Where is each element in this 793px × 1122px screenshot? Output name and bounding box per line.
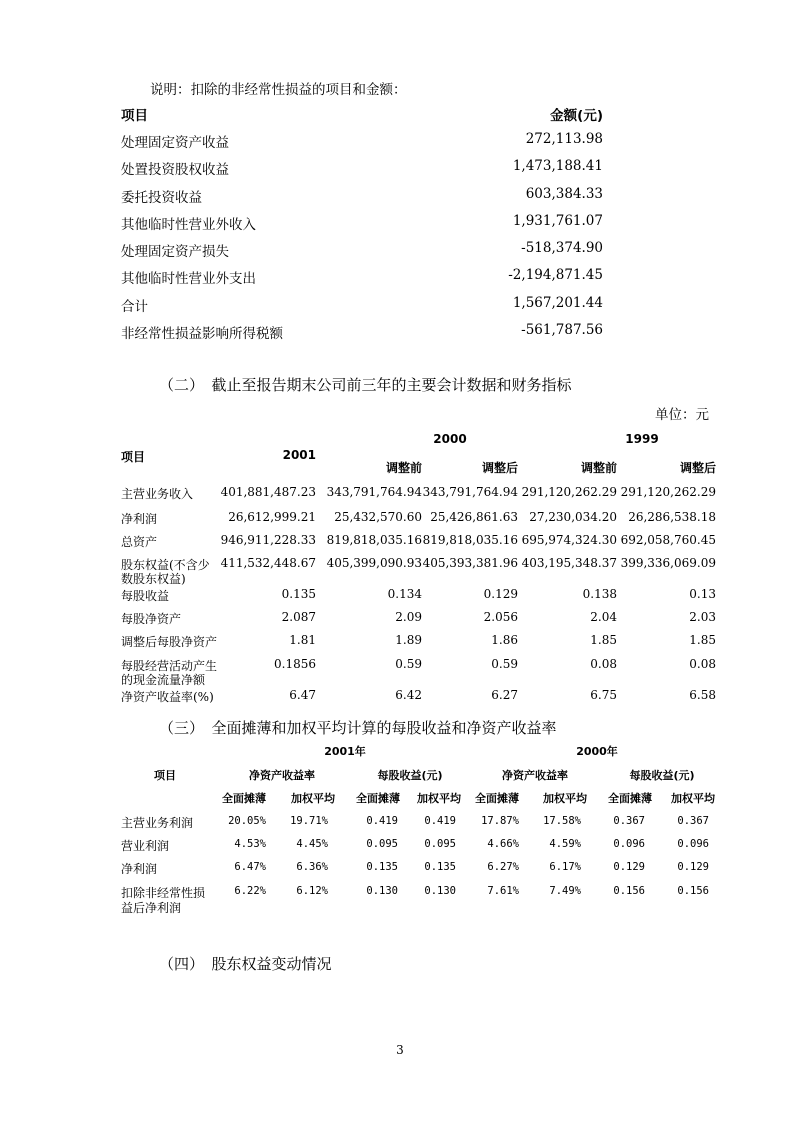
s2-row-value: 291,120,262.29 <box>521 485 617 499</box>
section2-title: （二） 截止至报告期末公司前三年的主要会计数据和财务指标 <box>159 376 572 394</box>
s2-row-value: 411,532,448.67 <box>220 556 316 570</box>
s2-header-2001: 2001 <box>282 448 316 462</box>
section3-title: （三） 全面摊薄和加权平均计算的每股收益和净资产收益率 <box>159 719 557 737</box>
page-number: 3 <box>396 1043 404 1057</box>
s2-row-value: 692,058,760.45 <box>620 533 716 547</box>
s2-row-label: 每股经营活动产生 <box>121 659 218 673</box>
s2-header-item: 项目 <box>121 450 146 464</box>
s1-row-label: 合计 <box>121 299 148 315</box>
s2-row-value: 0.08 <box>689 657 716 671</box>
s3-subheader-diluted: 全面摊薄 <box>475 792 519 805</box>
s2-row-value: 695,974,324.30 <box>521 533 617 547</box>
s1-row-value: 1,473,188.41 <box>512 158 603 174</box>
s2-row-value: 1.86 <box>491 633 518 647</box>
s1-row-value: -2,194,871.45 <box>508 267 603 283</box>
s1-row-value: 272,113.98 <box>525 131 603 147</box>
s2-row-value: 0.135 <box>281 587 316 601</box>
s2-row-value: 403,195,348.37 <box>521 556 617 570</box>
s3-row-value: 6.27% <box>487 861 519 873</box>
s2-header-2000-before: 调整前 <box>385 461 422 475</box>
s3-row-value: 7.49% <box>549 885 581 897</box>
s3-row-value: 6.17% <box>549 861 581 873</box>
s2-row-value: 401,881,487.23 <box>220 485 316 499</box>
s3-row-value: 19.71% <box>290 815 328 827</box>
s3-row-value: 0.135 <box>424 861 456 873</box>
s3-row-value: 4.45% <box>296 838 328 850</box>
s2-row-label: 的现金流量净额 <box>121 673 206 687</box>
s2-row-value: 2.087 <box>281 610 316 624</box>
s3-subheader-weighted: 加权平均 <box>543 792 587 805</box>
s2-row-value: 25,432,570.60 <box>334 510 422 524</box>
s3-subheader-weighted: 加权平均 <box>291 792 335 805</box>
s1-row-label: 非经常性损益影响所得税额 <box>121 326 283 342</box>
s2-row-label: 调整后每股净资产 <box>121 635 218 649</box>
s3-row-value: 0.129 <box>613 861 645 873</box>
s3-row-value: 0.135 <box>366 861 398 873</box>
s3-row-value: 0.156 <box>677 885 709 897</box>
s2-row-label: 净资产收益率(%) <box>121 690 214 704</box>
s3-row-label: 扣除非经常性损 <box>121 886 206 900</box>
s1-row-label: 处理固定资产收益 <box>121 135 229 151</box>
s3-row-value: 17.58% <box>543 815 581 827</box>
s2-row-label: 净利润 <box>121 512 158 526</box>
s3-row-value: 0.096 <box>613 838 645 850</box>
s3-subheader-weighted: 加权平均 <box>417 792 461 805</box>
s2-row-value: 1.85 <box>689 633 716 647</box>
s3-row-value: 0.129 <box>677 861 709 873</box>
s2-header-1999: 1999 <box>625 432 659 446</box>
s1-row-value: 1,931,761.07 <box>512 213 603 229</box>
s2-row-value: 26,612,999.21 <box>228 510 316 524</box>
s3-header-roe-2001: 净资产收益率 <box>249 769 315 782</box>
s2-row-value: 0.08 <box>590 657 617 671</box>
s3-subheader-diluted: 全面摊薄 <box>356 792 400 805</box>
s2-row-value: 2.04 <box>590 610 617 624</box>
s2-row-value: 6.58 <box>689 688 716 702</box>
s2-row-value: 0.138 <box>582 587 617 601</box>
s3-row-value: 6.12% <box>296 885 328 897</box>
s1-row-label: 处理固定资产损失 <box>121 244 229 260</box>
s2-row-value: 819,818,035.16 <box>326 533 422 547</box>
s2-row-label: 每股净资产 <box>121 612 182 626</box>
s2-row-value: 0.134 <box>387 587 422 601</box>
s3-row-value: 4.53% <box>234 838 266 850</box>
s2-row-value: 0.129 <box>483 587 518 601</box>
s1-row-label: 处置投资股权收益 <box>121 162 229 178</box>
s3-row-value: 0.095 <box>366 838 398 850</box>
s3-row-value: 0.156 <box>613 885 645 897</box>
s3-row-value: 0.096 <box>677 838 709 850</box>
s2-row-value: 6.42 <box>395 688 422 702</box>
s1-header-item: 项目 <box>121 108 148 124</box>
s2-row-value: 399,336,069.09 <box>620 556 716 570</box>
s3-row-label: 益后净利润 <box>121 901 182 915</box>
s2-row-value: 343,791,764.94 <box>326 485 422 499</box>
s2-row-value: 26,286,538.18 <box>628 510 716 524</box>
s3-header-2001: 2001年 <box>324 745 366 758</box>
s3-row-value: 0.130 <box>366 885 398 897</box>
s3-row-value: 0.367 <box>613 815 645 827</box>
s3-row-value: 0.130 <box>424 885 456 897</box>
section4-title: （四） 股东权益变动情况 <box>159 955 332 973</box>
s3-header-eps-2001: 每股收益(元) <box>377 769 443 782</box>
s3-header-roe-2000: 净资产收益率 <box>502 769 568 782</box>
s3-row-value: 4.66% <box>487 838 519 850</box>
s3-subheader-diluted: 全面摊薄 <box>222 792 266 805</box>
s2-row-value: 2.09 <box>395 610 422 624</box>
s2-row-label: 每股收益 <box>121 589 170 603</box>
s2-row-value: 0.1856 <box>274 657 316 671</box>
note-text: 说明：扣除的非经常性损益的项目和金额： <box>150 82 407 98</box>
s3-header-2000: 2000年 <box>576 745 618 758</box>
s3-row-value: 0.419 <box>424 815 456 827</box>
s2-row-value: 343,791,764.94 <box>422 485 518 499</box>
s2-header-1999-before: 调整前 <box>580 461 617 475</box>
s1-row-label: 其他临时性营业外收入 <box>121 217 256 233</box>
s1-row-value: -561,787.56 <box>521 322 603 338</box>
s2-row-value: 6.27 <box>491 688 518 702</box>
s3-row-value: 0.419 <box>366 815 398 827</box>
s2-row-value: 0.13 <box>689 587 716 601</box>
s3-row-label: 主营业务利润 <box>121 816 194 830</box>
s2-row-value: 0.59 <box>395 657 422 671</box>
s2-row-value: 6.75 <box>590 688 617 702</box>
s3-row-value: 0.367 <box>677 815 709 827</box>
s3-subheader-weighted: 加权平均 <box>671 792 715 805</box>
s2-row-label: 数股东权益) <box>121 572 186 586</box>
s2-row-value: 1.89 <box>395 633 422 647</box>
s1-row-value: 1,567,201.44 <box>512 295 603 311</box>
s2-row-value: 6.47 <box>289 688 316 702</box>
s3-header-item: 项目 <box>154 769 176 782</box>
s2-row-label: 总资产 <box>121 535 158 549</box>
s3-row-label: 营业利润 <box>121 839 170 853</box>
s3-row-label: 净利润 <box>121 862 158 876</box>
s3-row-value: 4.59% <box>549 838 581 850</box>
s1-row-value: 603,384.33 <box>525 186 603 202</box>
s3-row-value: 20.05% <box>228 815 266 827</box>
s2-row-value: 1.85 <box>590 633 617 647</box>
s3-row-value: 6.22% <box>234 885 266 897</box>
s1-row-value: -518,374.90 <box>521 240 603 256</box>
s3-row-value: 6.36% <box>296 861 328 873</box>
s2-row-value: 1.81 <box>289 633 316 647</box>
s2-row-value: 2.056 <box>483 610 518 624</box>
s1-row-label: 委托投资收益 <box>121 190 202 206</box>
s2-header-2000: 2000 <box>433 432 467 446</box>
s3-row-value: 6.47% <box>234 861 266 873</box>
s2-row-value: 0.59 <box>491 657 518 671</box>
s3-row-value: 0.095 <box>424 838 456 850</box>
s3-row-value: 7.61% <box>487 885 519 897</box>
s3-header-eps-2000: 每股收益(元) <box>629 769 695 782</box>
s2-row-label: 股东权益(不含少 <box>121 558 210 572</box>
s2-row-value: 819,818,035.16 <box>422 533 518 547</box>
unit-label: 单位：元 <box>655 407 709 423</box>
s2-header-2000-after: 调整后 <box>481 461 518 475</box>
s2-row-value: 946,911,228.33 <box>220 533 316 547</box>
s2-row-label: 主营业务收入 <box>121 487 194 501</box>
s2-header-1999-after: 调整后 <box>679 461 716 475</box>
s2-row-value: 405,399,090.93 <box>326 556 422 570</box>
s3-subheader-diluted: 全面摊薄 <box>608 792 652 805</box>
s2-row-value: 27,230,034.20 <box>529 510 617 524</box>
s2-row-value: 25,426,861.63 <box>430 510 518 524</box>
s3-row-value: 17.87% <box>481 815 519 827</box>
s1-row-label: 其他临时性营业外支出 <box>121 271 256 287</box>
s1-header-amount: 金额(元) <box>550 108 603 124</box>
s2-row-value: 291,120,262.29 <box>620 485 716 499</box>
s2-row-value: 405,393,381.96 <box>422 556 518 570</box>
s2-row-value: 2.03 <box>689 610 716 624</box>
